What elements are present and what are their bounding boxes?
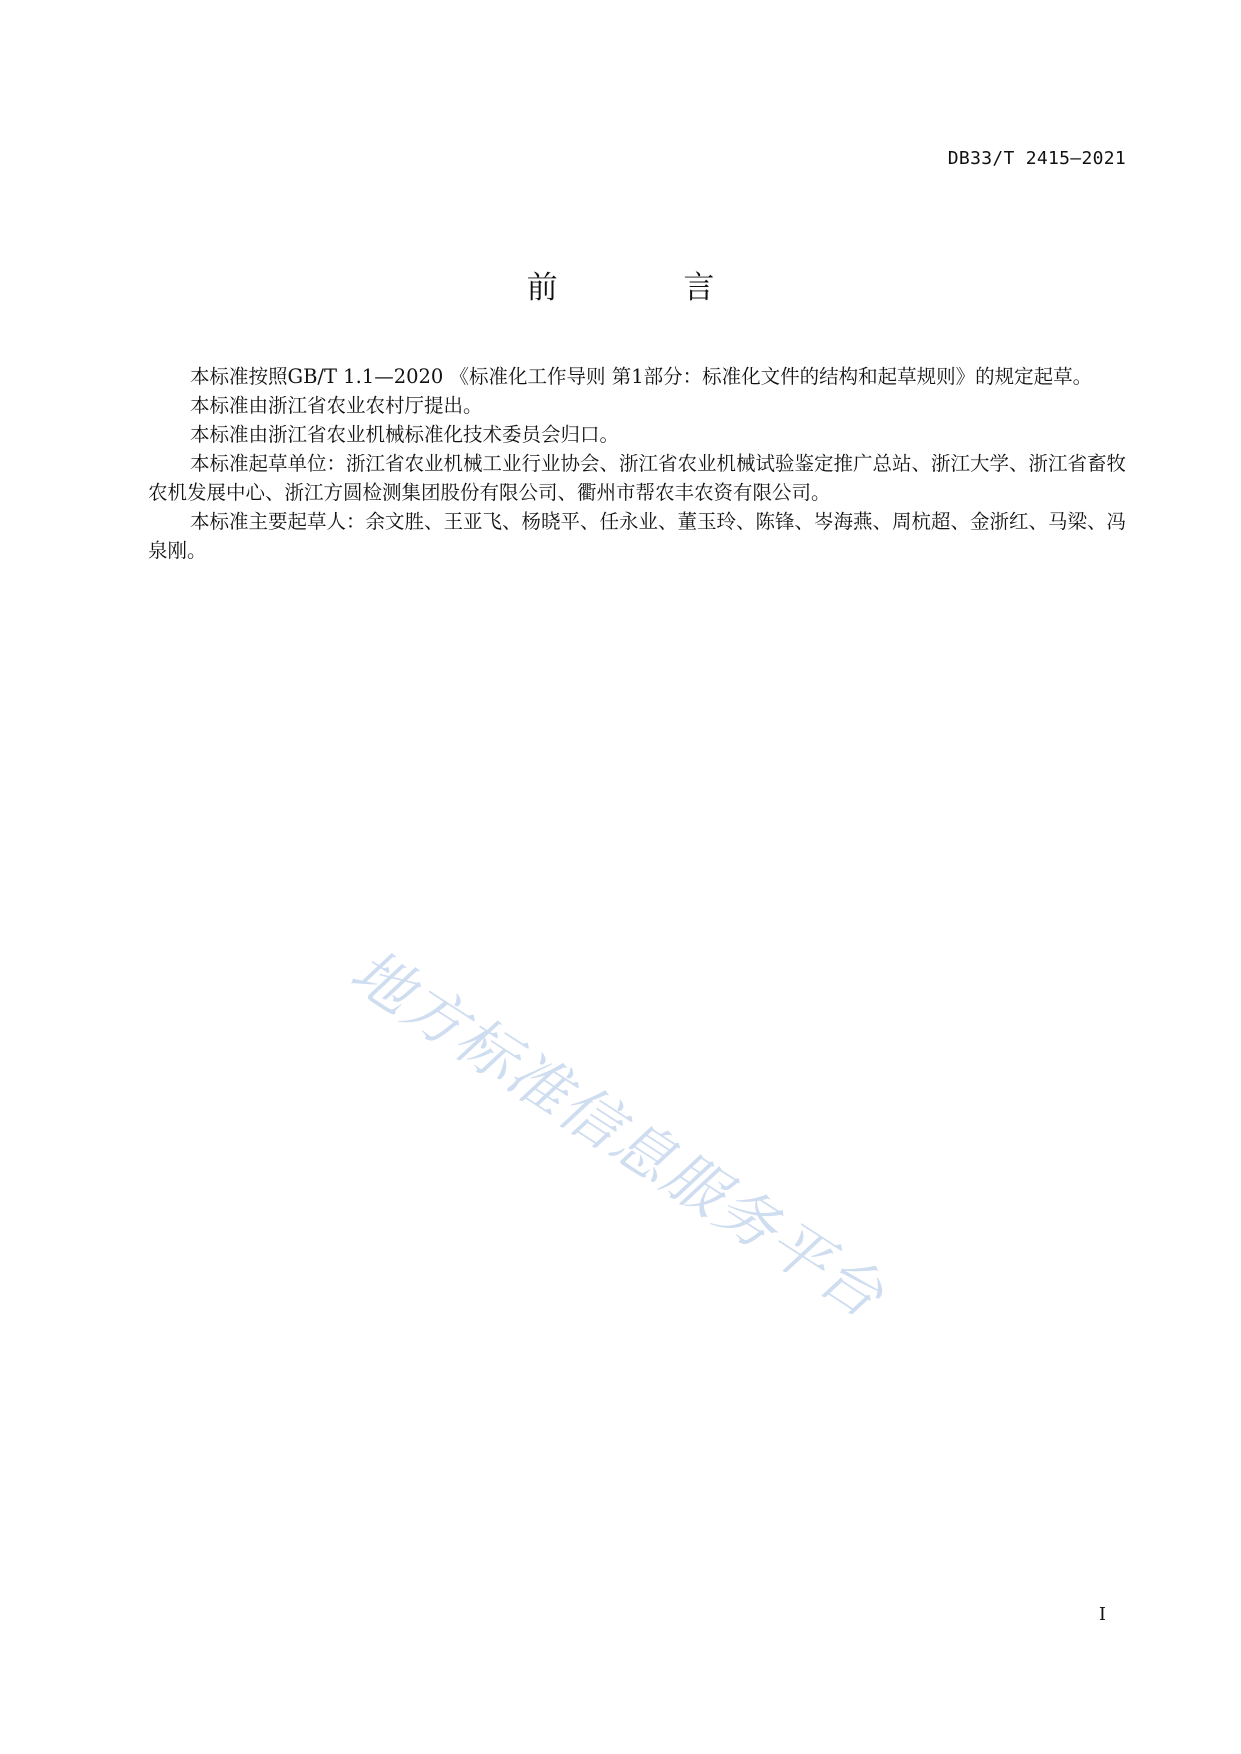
page-number: I	[1098, 1604, 1106, 1625]
paragraph-proposer: 本标准由浙江省农业农村厅提出。	[190, 394, 483, 417]
foreword-body	[148, 362, 1126, 565]
paragraph-drafting-rules: 本标准按照GB/T 1.1—2020 《标准化工作导则 第1部分：标准化文件的结构和起草规则》的规定起草。	[190, 365, 1093, 388]
paragraph-responsible-committee: 本标准由浙江省农业机械标准化技术委员会归口。	[190, 423, 620, 446]
document-code: DB33/T 2415—2021	[947, 148, 1126, 169]
paragraph-drafting-units: 本标准起草单位：浙江省农业机械工业行业协会、浙江省农业机械试验鉴定推广总站、浙江大学、浙江省畜牧农机发展中心、浙江方圆检测集团股份有限公司、衢州市帮农丰农资有限公司。	[148, 452, 1127, 504]
watermark: 地方标准信息服务平台	[338, 936, 897, 1333]
paragraph-drafters: 本标准主要起草人：余文胜、王亚飞、杨晓平、任永业、董玉玲、陈锋、岑海燕、周杭超、金浙红、马梁、冯泉刚。	[148, 510, 1127, 562]
page-title: 前 言	[526, 270, 773, 306]
